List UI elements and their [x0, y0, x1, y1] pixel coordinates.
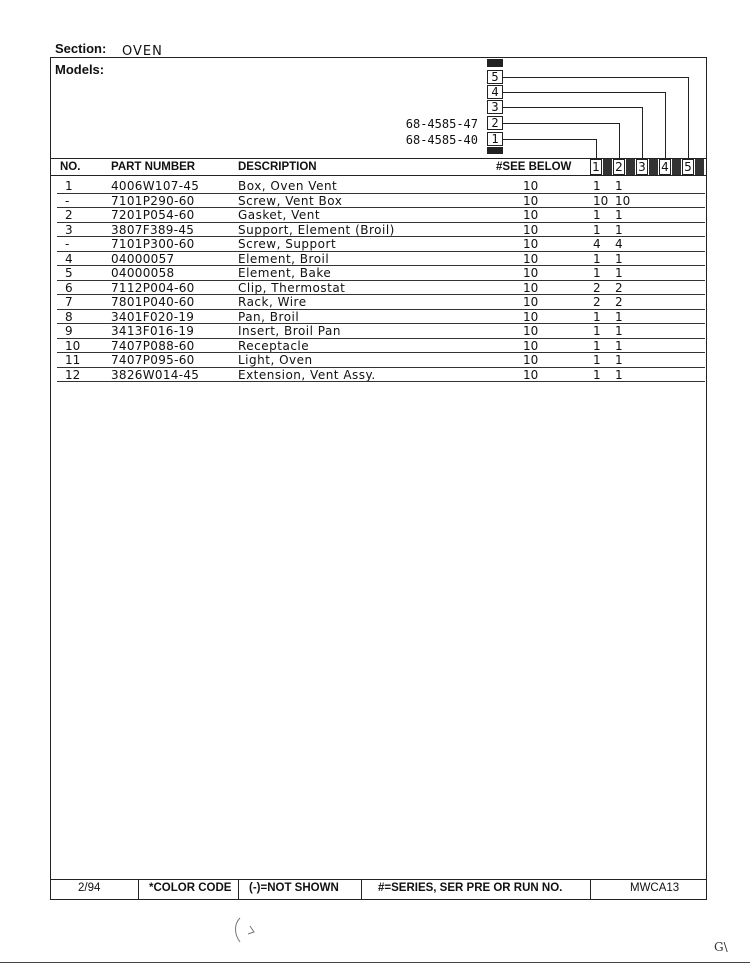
cell-m2: 1	[615, 309, 623, 324]
footer-date: 2/94	[78, 882, 101, 894]
model-col-4: 4	[659, 159, 671, 175]
cell-desc: Light, Oven	[238, 353, 313, 367]
cell-m2: 10	[615, 193, 631, 208]
cell-m1: 1	[593, 179, 601, 193]
leader-2-drop	[619, 123, 620, 159]
model-col-fill	[603, 159, 612, 175]
leader-4-drop	[665, 92, 666, 159]
footer-divider	[590, 880, 591, 899]
cell-m2: 1	[615, 179, 623, 193]
model-number-4: 4	[487, 85, 503, 99]
cell-desc: Extension, Vent Assy.	[238, 367, 376, 382]
footer-color-code: *COLOR CODE	[149, 882, 232, 894]
cell-desc: Screw, Support	[238, 237, 337, 251]
cell-m1: 1	[593, 251, 601, 266]
table-row	[57, 368, 705, 383]
footer-divider	[361, 880, 362, 899]
cell-m1: 1	[593, 324, 601, 338]
cell-desc: Element, Bake	[238, 266, 332, 280]
model-number-5: 5	[487, 70, 503, 84]
cell-desc: Screw, Vent Box	[238, 193, 343, 208]
footer-not-shown: (-)=NOT SHOWN	[249, 882, 339, 894]
cell-m2: 1	[615, 266, 623, 280]
model-col-2: 2	[613, 159, 625, 175]
models-label: Models:	[55, 62, 105, 77]
cell-no: 12	[65, 367, 81, 382]
section-value: OVEN	[122, 44, 163, 59]
model-number-3: 3	[487, 100, 503, 114]
cell-see: 10	[523, 353, 539, 367]
leader-2	[503, 123, 619, 124]
cell-part: 3807F389-45	[111, 222, 195, 237]
table-row	[57, 281, 705, 296]
leader-4	[503, 92, 665, 93]
cell-m1: 1	[593, 266, 601, 280]
cell-m2: 1	[615, 324, 623, 338]
table-row	[57, 223, 705, 238]
table-row	[57, 353, 705, 368]
cell-desc: Support, Element (Broil)	[238, 222, 395, 237]
cell-desc: Pan, Broil	[238, 309, 300, 324]
model-col-fill	[672, 159, 681, 175]
cell-m1: 1	[593, 309, 601, 324]
header-description: DESCRIPTION	[238, 161, 317, 173]
cell-see: 10	[523, 266, 539, 280]
cell-m1: 2	[593, 295, 601, 309]
table-row	[57, 295, 705, 310]
leader-5-drop	[688, 77, 689, 159]
cell-m2: 1	[615, 222, 623, 237]
cell-desc: Insert, Broil Pan	[238, 324, 341, 338]
cell-m2: 1	[615, 353, 623, 367]
cell-see: 10	[523, 208, 539, 222]
cell-m1: 1	[593, 208, 601, 222]
cell-part: 04000057	[111, 251, 175, 266]
table-row	[57, 266, 705, 281]
cell-no: 4	[65, 251, 73, 266]
cell-m1: 1	[593, 338, 601, 353]
model-col-fill	[626, 159, 635, 175]
cell-no: 1	[65, 179, 73, 193]
cell-no: 9	[65, 324, 73, 338]
cell-no: -	[65, 237, 70, 251]
cell-no: 7	[65, 295, 73, 309]
cell-see: 10	[523, 324, 539, 338]
model-col-fill	[695, 159, 704, 175]
cell-part: 7801P040-60	[111, 295, 195, 309]
cell-part: 3413F016-19	[111, 324, 195, 338]
table-row	[57, 194, 705, 209]
cell-no: 2	[65, 208, 73, 222]
model-name-40: 68-4585-40	[405, 133, 478, 147]
model-col-3: 3	[636, 159, 648, 175]
cell-m2: 1	[615, 367, 623, 382]
header-bottom-rule	[50, 175, 707, 176]
section-label: Section:	[55, 41, 107, 56]
cell-m2: 1	[615, 251, 623, 266]
footer-divider	[238, 880, 239, 899]
scan-smudge	[228, 912, 268, 952]
cell-desc: Element, Broil	[238, 251, 330, 266]
cell-m1: 2	[593, 280, 601, 295]
cell-part: 7112P004-60	[111, 280, 195, 295]
cell-part: 7407P088-60	[111, 338, 195, 353]
cell-part: 3826W014-45	[111, 367, 200, 382]
cell-see: 10	[523, 295, 539, 309]
model-number-2: 2	[487, 116, 503, 130]
cell-m2: 1	[615, 338, 623, 353]
cell-no: 5	[65, 266, 73, 280]
table-row	[57, 339, 705, 354]
cell-no: 10	[65, 338, 81, 353]
cell-desc: Rack, Wire	[238, 295, 307, 309]
header-part-number: PART NUMBER	[111, 161, 196, 173]
model-col-5: 5	[682, 159, 694, 175]
cell-see: 10	[523, 280, 539, 295]
page-bottom-edge	[0, 962, 750, 963]
cell-m1: 1	[593, 353, 601, 367]
cell-no: -	[65, 193, 70, 208]
table-row	[57, 252, 705, 267]
cell-see: 10	[523, 237, 539, 251]
table-row	[57, 208, 705, 223]
cell-part: 7201P054-60	[111, 208, 195, 222]
cell-see: 10	[523, 193, 539, 208]
leader-1-drop	[596, 139, 597, 159]
cell-m2: 4	[615, 237, 623, 251]
leader-1	[503, 139, 596, 140]
row-underline	[57, 381, 705, 382]
footer-code: MWCA13	[630, 882, 680, 894]
cell-part: 7407P095-60	[111, 353, 195, 367]
cell-m1: 4	[593, 237, 601, 251]
table-row	[57, 237, 705, 252]
cell-no: 8	[65, 309, 73, 324]
table-row	[57, 179, 705, 194]
header-no: NO.	[60, 161, 81, 173]
model-name-47: 68-4585-47	[405, 117, 478, 131]
cell-desc: Receptacle	[238, 338, 310, 353]
ladder-cap	[487, 59, 503, 67]
cell-desc: Box, Oven Vent	[238, 179, 338, 193]
cell-desc: Clip, Thermostat	[238, 280, 346, 295]
cell-part: 7101P290-60	[111, 193, 195, 208]
ladder-foot	[487, 147, 503, 154]
cell-no: 6	[65, 280, 73, 295]
cell-see: 10	[523, 367, 539, 382]
cell-part: 3401F020-19	[111, 309, 195, 324]
leader-5	[503, 77, 688, 78]
cell-part: 4006W107-45	[111, 179, 200, 193]
model-col-fill	[649, 159, 658, 175]
leader-3	[503, 107, 642, 108]
cell-desc: Gasket, Vent	[238, 208, 321, 222]
corner-mark: G\	[714, 940, 728, 954]
cell-m2: 1	[615, 208, 623, 222]
cell-see: 10	[523, 222, 539, 237]
header-see-below: #SEE BELOW	[496, 161, 572, 173]
cell-m1: 1	[593, 222, 601, 237]
cell-no: 11	[65, 353, 81, 367]
cell-part: 04000058	[111, 266, 175, 280]
cell-see: 10	[523, 251, 539, 266]
cell-part: 7101P300-60	[111, 237, 195, 251]
model-col-1: 1	[590, 159, 602, 175]
cell-see: 10	[523, 338, 539, 353]
leader-3-drop	[642, 107, 643, 159]
cell-see: 10	[523, 309, 539, 324]
footer-series: #=SERIES, SER PRE OR RUN NO.	[378, 882, 563, 894]
cell-m2: 2	[615, 280, 623, 295]
cell-m1: 1	[593, 367, 601, 382]
table-row	[57, 324, 705, 339]
cell-see: 10	[523, 179, 539, 193]
cell-m1: 10	[593, 193, 609, 208]
model-number-1: 1	[487, 132, 503, 146]
table-row	[57, 310, 705, 325]
cell-m2: 2	[615, 295, 623, 309]
cell-no: 3	[65, 222, 73, 237]
footer-divider	[138, 880, 139, 899]
